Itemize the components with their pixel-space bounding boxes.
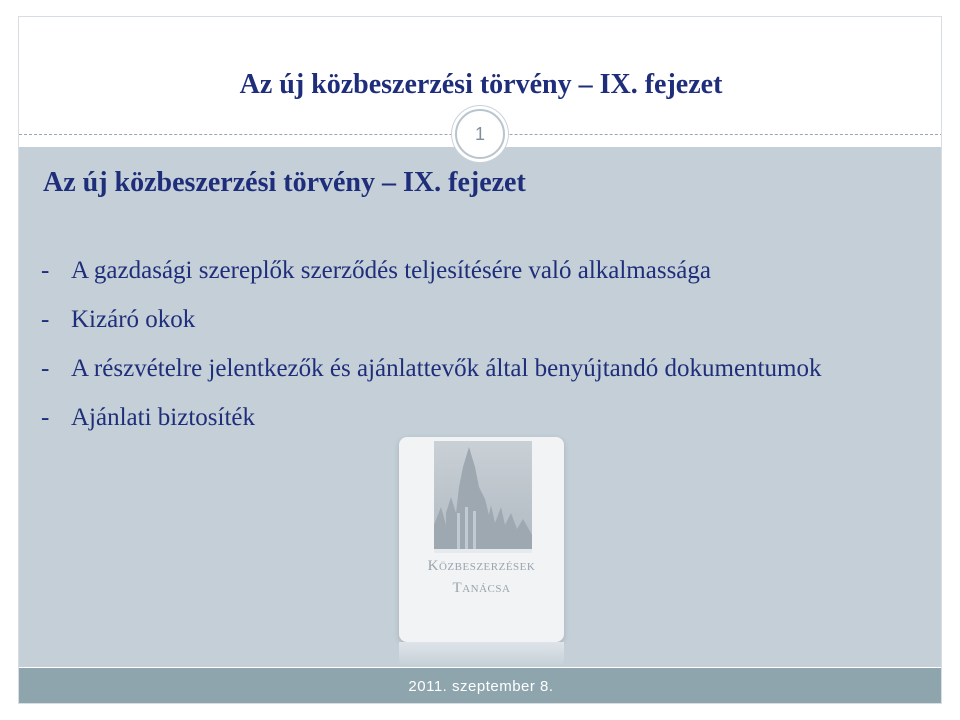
bullet-item <box>41 402 921 433</box>
bullet-text: A részvételre jelentkezők és ajánlattevők által benyújtandó dokumentumok <box>71 355 822 382</box>
slide-heading: Az új közbeszerzési törvény – IX. fejezet <box>43 167 526 198</box>
bullet-item <box>41 353 921 384</box>
bullet-dash: - <box>41 355 50 382</box>
slide-top-title: Az új közbeszerzési törvény – IX. fejezet <box>239 69 723 100</box>
bullet-list <box>41 255 921 451</box>
bullet-text: Ajánlati biztosíték <box>71 404 255 431</box>
bullet-dash: - <box>41 404 50 431</box>
bullet-dash: - <box>41 306 50 333</box>
bullet-text: Kizáró okok <box>71 306 196 333</box>
logo-line-1: Közbeszerzések <box>427 558 536 574</box>
logo-card <box>399 437 564 642</box>
bullet-item <box>41 255 921 286</box>
logo-text <box>399 555 564 599</box>
slide-number-badge <box>455 109 505 159</box>
footer-date: 2011. szeptember 8. <box>408 678 554 695</box>
bullet-item <box>41 304 921 335</box>
bullet-dash: - <box>41 257 50 284</box>
logo-line-2: Tanácsa <box>452 580 511 596</box>
slide-number: 1 <box>474 124 485 144</box>
slide-frame <box>18 16 942 704</box>
bullet-text: A gazdasági szereplők szerződés teljesítésére való alkalmassága <box>71 257 712 284</box>
logo-reflection <box>399 642 564 667</box>
footer-bar <box>19 668 942 704</box>
parliament-silhouette-icon <box>399 437 564 642</box>
